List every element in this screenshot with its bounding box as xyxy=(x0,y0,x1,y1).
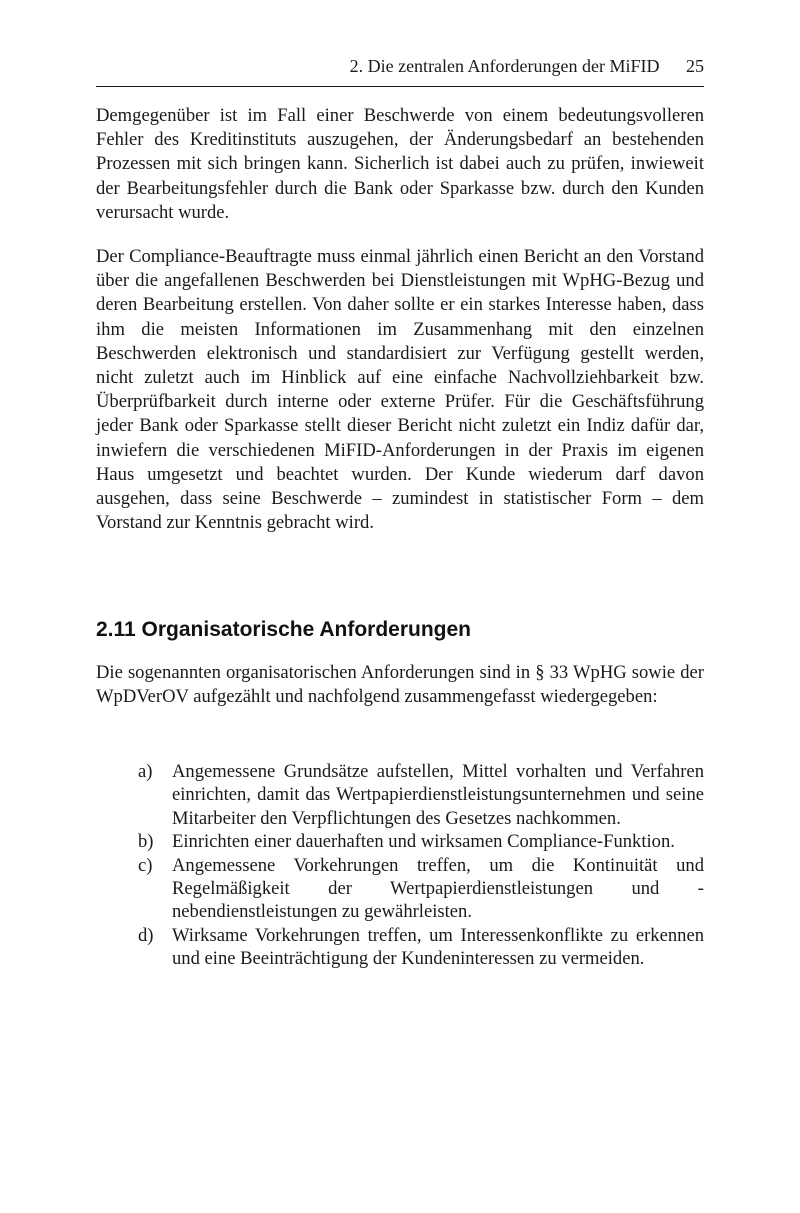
list-item xyxy=(96,830,704,853)
list-item xyxy=(96,854,704,924)
list-item-marker: d) xyxy=(138,924,154,946)
page-number: 25 xyxy=(686,56,704,76)
requirements-list xyxy=(96,760,704,971)
list-item-text: Angemessene Vorkehrungen treffen, um die Kontinuität und Regelmäßigkeit der Wertpapierdienstleistungen und -nebendienstleistungen zu gewährleisten. xyxy=(172,854,704,923)
header-rule xyxy=(96,86,704,87)
list-item xyxy=(96,760,704,830)
paragraph-organisational-intro: Die sogenannten organisatorischen Anforderungen sind in § 33 WpHG sowie der WpDVerOV aufgezählt und nachfolgend zusammengefasst wiedergegeben: xyxy=(96,662,704,708)
running-header xyxy=(96,56,704,84)
list-item-marker: b) xyxy=(138,831,154,853)
paragraph-compliance-report: Der Compliance-Beauftragte muss einmal jährlich einen Bericht an den Vorstand über die angefallenen Beschwerden bei Dienstleistungen mit WpHG-Bezug und deren Bearbeitung erstellen. Von daher sollte er ein starkes Interesse haben, dass ihm die meisten Informationen im Zusammenhang mit den einzelnen Beschwerden elektronisch und standardisiert zur Verfügung gestellt werden, nicht zuletzt auch im Hinblick auf eine einfache Nachvollziehbarkeit bzw. Überprüfbarkeit durch interne oder externe Prüfer. Für die Geschäftsführung jeder Bank oder Sparkasse stellt dieser Bericht nicht zuletzt ein Indiz dafür dar, inwiefern die verschiedenen MiFID-Anforderungen in der Praxis im eigenen Haus umgesetzt und beachtet wurden. Der Kunde wiederum darf davon ausgehen, dass seine Beschwerde – zumindest in statistischer Form – dem Vorstand zur Kenntnis gebracht wird. xyxy=(96,246,704,534)
list-item-text: Wirksame Vorkehrungen treffen, um Interessenkonflikte zu erkennen und eine Beeinträchtigung der Kundeninteressen zu vermeiden. xyxy=(172,924,704,970)
section-heading: 2.11 Organisatorische Anforderungen xyxy=(96,618,471,641)
list-item-text: Einrichten einer dauerhaften und wirksamen Compliance-Funktion. xyxy=(172,831,675,853)
chapter-title: 2. Die zentralen Anforderungen der MiFID xyxy=(349,56,660,76)
list-item-text: Angemessene Grundsätze aufstellen, Mittel vorhalten und Verfahren einrichten, damit das Wertpapierdienstleistungsunternehmen und seine Mitarbeiter den Verpflichtungen des Gesetzes nachkommen. xyxy=(172,761,704,829)
list-item-marker: c) xyxy=(138,854,153,876)
list-item-marker: a) xyxy=(138,761,153,782)
paragraph-complaint-error: Demgegenüber ist im Fall einer Beschwerde von einem bedeutungsvolleren Fehler des Kreditinstituts auszugehen, der Änderungsbedarf an bestehenden Prozessen mit sich bringen kann. Sicherlich ist dabei auch zu prüfen, inwieweit der Bearbeitungsfehler durch die Bank oder Sparkasse bzw. durch den Kunden verursacht wurde. xyxy=(96,105,704,223)
list-item xyxy=(96,924,704,971)
